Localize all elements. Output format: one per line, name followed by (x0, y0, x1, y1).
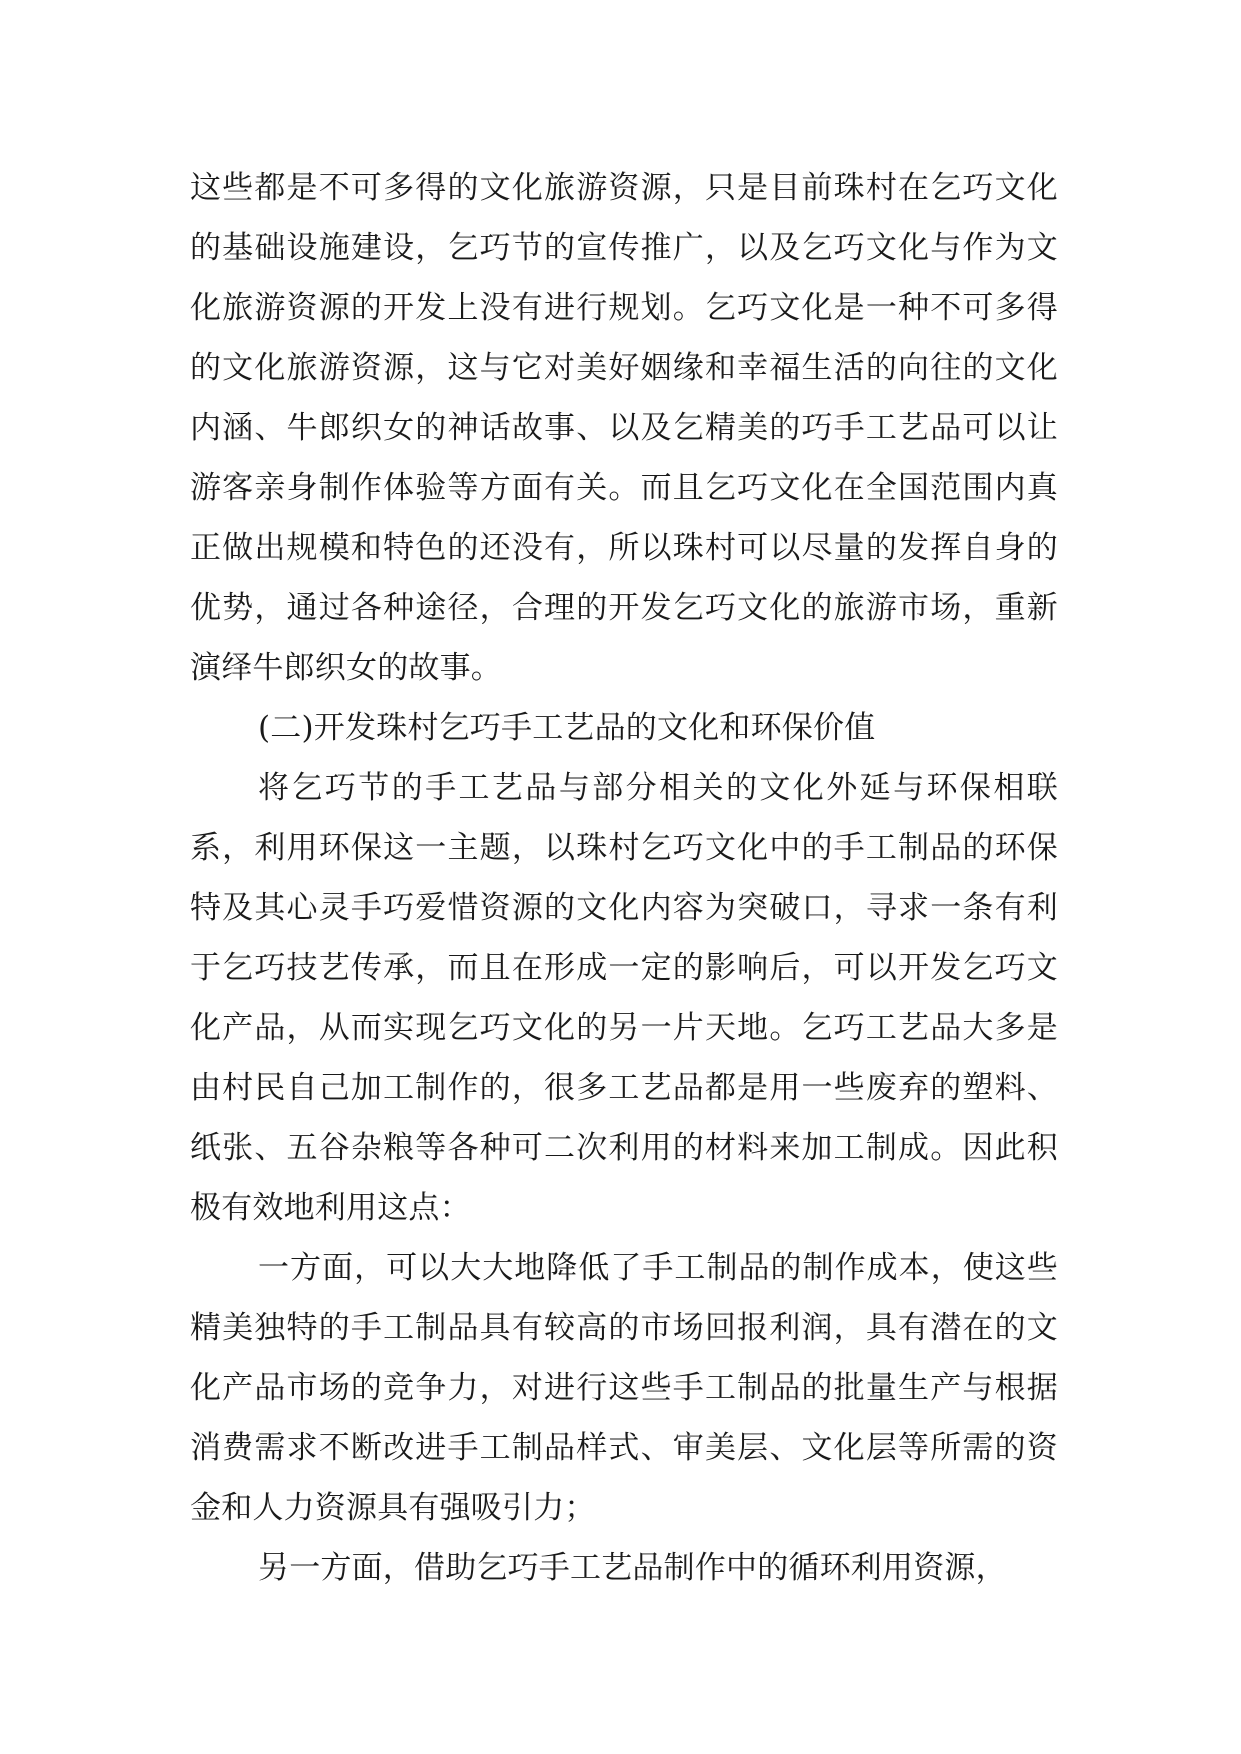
paragraph-crafts-environment: 将乞巧节的手工艺品与部分相关的文化外延与环保相联系，利用环保这一主题，以珠村乞巧文化中的手工制品的环保特及其心灵手巧爱惜资源的文化内容为突破口，寻求一条有利于乞巧技艺传承，而且在形成一定的影响后，可以开发乞巧文化产品，从而实现乞巧文化的另一片天地。乞巧工艺品大多是由村民自己加工制作的，很多工艺品都是用一些废弃的塑料、纸张、五谷杂粮等各种可二次利用的材料来加工制成。因此积极有效地利用这点： (190, 770, 1058, 1226)
paragraph-first-aspect: 一方面，可以大大地降低了手工制品的制作成本，使这些精美独特的手工制品具有较高的市场回报利润，具有潜在的文化产品市场的竞争力，对进行这些手工制品的批量生产与根据消费需求不断改进手工制品样式、审美层、文化层等所需的资金和人力资源具有强吸引力； (190, 1250, 1058, 1526)
document-body (190, 158, 1058, 1598)
section-heading: (二)开发珠村乞巧手工艺品的文化和环保价值 (258, 710, 876, 746)
paragraph-continuation: 这些都是不可多得的文化旅游资源，只是目前珠村在乞巧文化的基础设施建设，乞巧节的宣传推广，以及乞巧文化与作为文化旅游资源的开发上没有进行规划。乞巧文化是一种不可多得的文化旅游资源，这与它对美好姻缘和幸福生活的向往的文化内涵、牛郎织女的神话故事、以及乞精美的巧手工艺品可以让游客亲身制作体验等方面有关。而且乞巧文化在全国范围内真正做出规模和特色的还没有，所以珠村可以尽量的发挥自身的优势，通过各种途径，合理的开发乞巧文化的旅游市场，重新演绎牛郎织女的故事。 (190, 170, 1058, 686)
paragraph-second-aspect: 另一方面，借助乞巧手工艺品制作中的循环利用资源， (258, 1550, 1007, 1586)
